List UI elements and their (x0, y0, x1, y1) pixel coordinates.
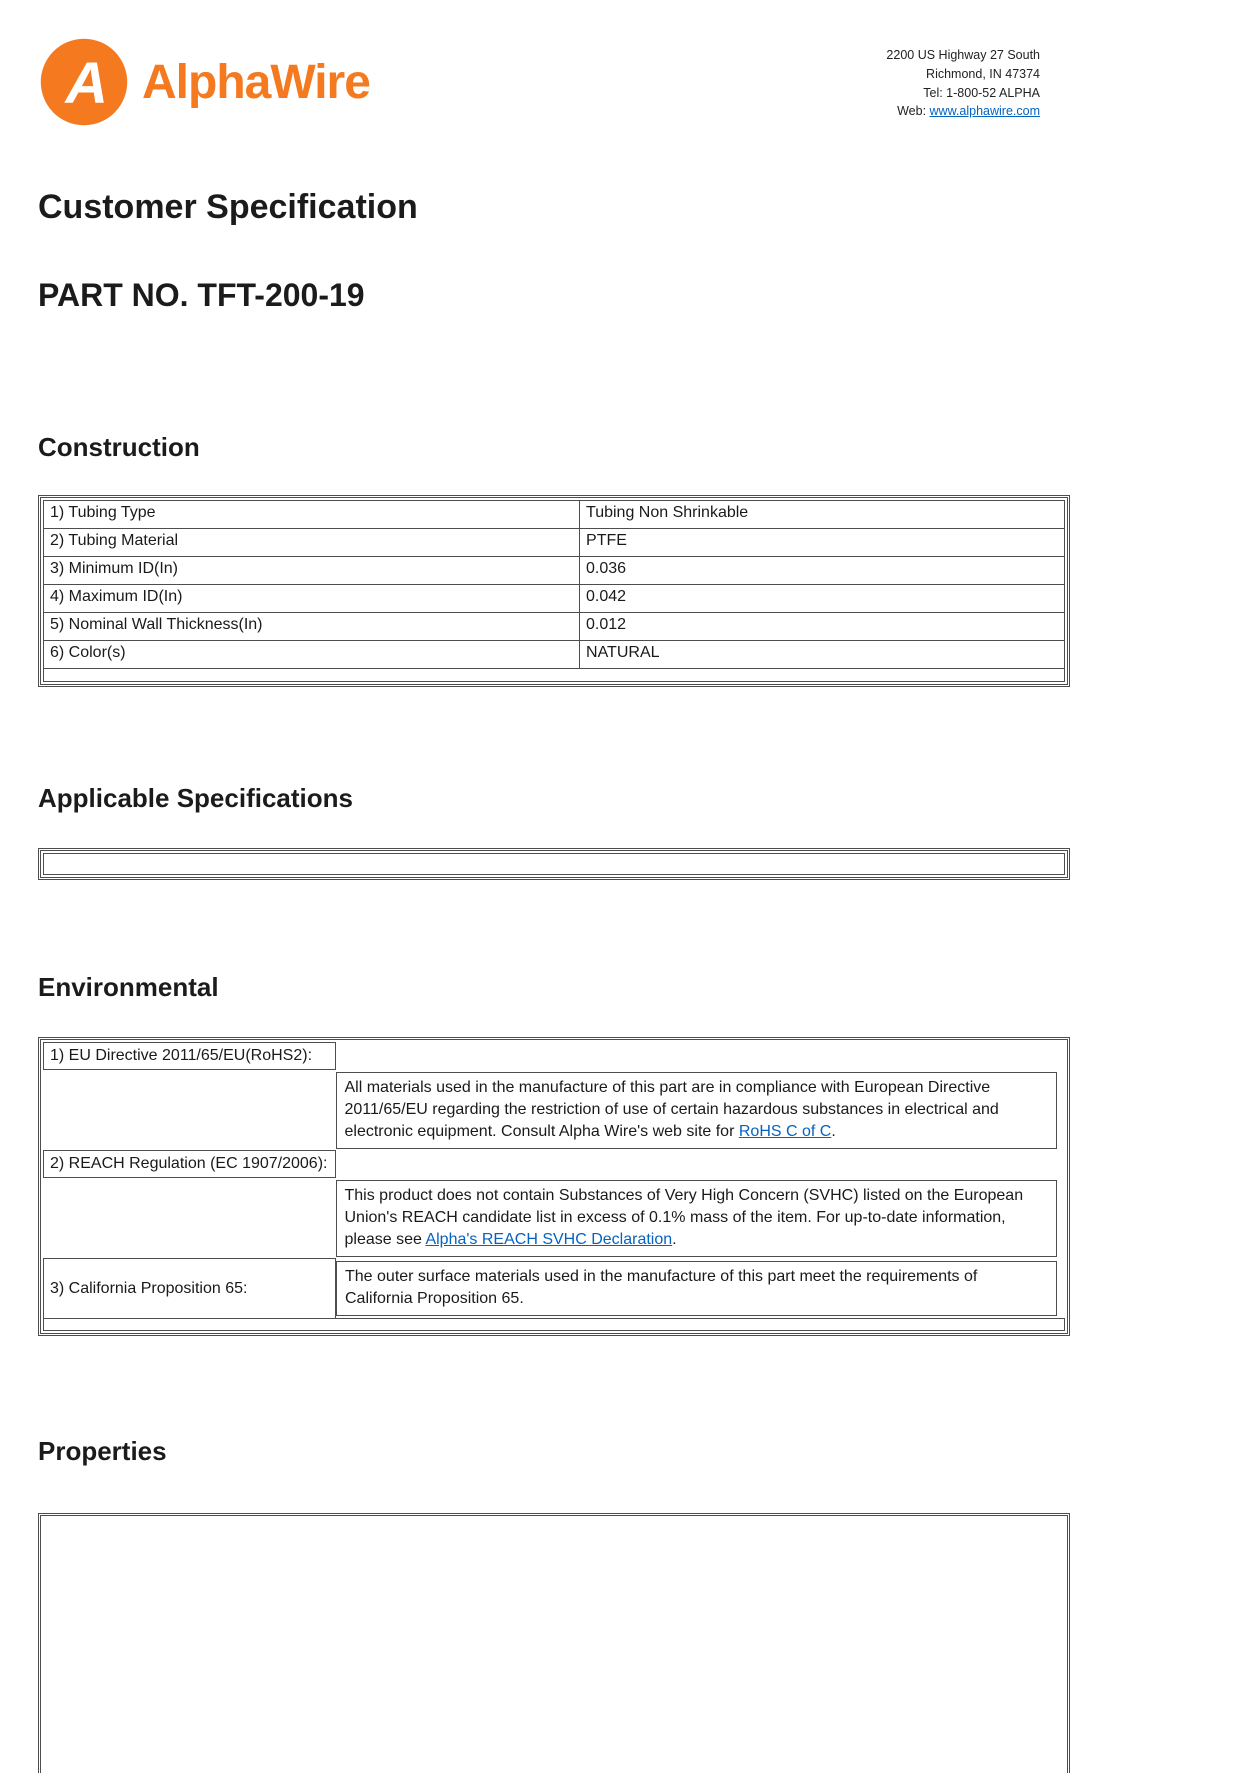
construction-label: 5) Nominal Wall Thickness(In) (44, 613, 580, 641)
paragraph-text: This product does not contain Substances of Very High Concern (SVHC) listed on the European Union's REACH candidate list in excess of 0.1% mass of the item. For up-to-date information, please see (344, 1186, 1024, 1248)
address-line: Richmond, IN 47374 (926, 66, 1040, 81)
environmental-table (38, 1037, 1070, 1336)
alphawire-logo (38, 36, 370, 128)
paragraph-text: The outer surface materials used in the manufacture of this part meet the requirements of California Proposition 65. (345, 1267, 978, 1308)
construction-table (38, 495, 1070, 687)
construction-value: 0.042 (580, 585, 1065, 613)
paragraph-text: All materials used in the manufacture of this part are in compliance with European Directive 2011/65/EU regarding the restriction of use of certain hazardous substances in electrical and electronic equipment. Consult Alpha Wire's web site for (344, 1078, 999, 1140)
empty-cell (336, 1151, 1065, 1178)
table-row (44, 585, 1065, 613)
table-row-empty (44, 669, 1065, 682)
construction-label: 3) Minimum ID(In) (44, 557, 580, 585)
environmental-text-cell (336, 1070, 1065, 1151)
table-row (44, 1151, 1065, 1178)
table-row (44, 1070, 1065, 1151)
construction-label: 2) Tubing Material (44, 529, 580, 557)
environmental-label: 3) California Proposition 65: (44, 1259, 336, 1319)
construction-value: 0.012 (580, 613, 1065, 641)
logo-letter: A (65, 51, 109, 117)
header (38, 0, 1202, 128)
table-row (44, 613, 1065, 641)
table-row (44, 557, 1065, 585)
address-line: 2200 US Highway 27 South (886, 48, 1040, 62)
table-row (44, 501, 1065, 529)
environmental-heading: Environmental (38, 972, 219, 1002)
construction-label: 6) Color(s) (44, 641, 580, 669)
rohs-paragraph (336, 1072, 1057, 1149)
reach-paragraph (336, 1180, 1057, 1257)
construction-value: 0.036 (580, 557, 1065, 585)
empty-row (44, 1319, 1065, 1331)
environmental-label: 2) REACH Regulation (EC 1907/2006): (44, 1151, 336, 1178)
rohs-coc-link[interactable]: RoHS C of C (738, 1122, 832, 1140)
california-prop65-paragraph (336, 1261, 1057, 1316)
applicable-specifications-heading: Applicable Specifications (38, 783, 353, 813)
construction-label: 1) Tubing Type (44, 501, 580, 529)
construction-label: 4) Maximum ID(In) (44, 585, 580, 613)
paragraph-text: . (831, 1122, 836, 1140)
environmental-label: 1) EU Directive 2011/65/EU(RoHS2): (44, 1043, 336, 1070)
address-line: Tel: 1-800-52 ALPHA (923, 85, 1040, 100)
table-row (44, 529, 1065, 557)
part-number-title: PART NO. TFT-200-19 (38, 277, 365, 313)
construction-value: PTFE (580, 529, 1065, 557)
logo-wordmark: AlphaWire (142, 55, 370, 109)
empty-row (44, 854, 1065, 875)
properties-table (38, 1513, 1070, 1773)
table-row-empty (44, 1319, 1065, 1331)
empty-cell (44, 1178, 336, 1259)
table-row (44, 1259, 1065, 1319)
environmental-text-cell (336, 1178, 1065, 1259)
empty-row (44, 669, 1065, 682)
page-title: Customer Specification (38, 188, 418, 226)
construction-heading: Construction (38, 432, 200, 462)
empty-cell (44, 1070, 336, 1151)
reach-svhc-declaration-link[interactable]: Alpha's REACH SVHC Declaration (425, 1230, 673, 1248)
address-block (886, 46, 1040, 121)
construction-value: NATURAL (580, 641, 1065, 669)
table-row (44, 641, 1065, 669)
table-row (44, 1178, 1065, 1259)
applicable-specifications-table (38, 848, 1070, 880)
web-label: Web: (897, 104, 930, 119)
alphawire-logo-icon (38, 36, 130, 128)
website-link[interactable]: www.alphawire.com (929, 104, 1040, 119)
properties-heading: Properties (38, 1436, 167, 1467)
table-row (44, 1043, 1065, 1070)
table-row-empty (44, 854, 1065, 875)
paragraph-text: . (672, 1230, 677, 1248)
environmental-text-cell (336, 1259, 1065, 1319)
empty-cell (336, 1043, 1065, 1070)
construction-value: Tubing Non Shrinkable (580, 501, 1065, 529)
address-line-web (886, 102, 1040, 121)
